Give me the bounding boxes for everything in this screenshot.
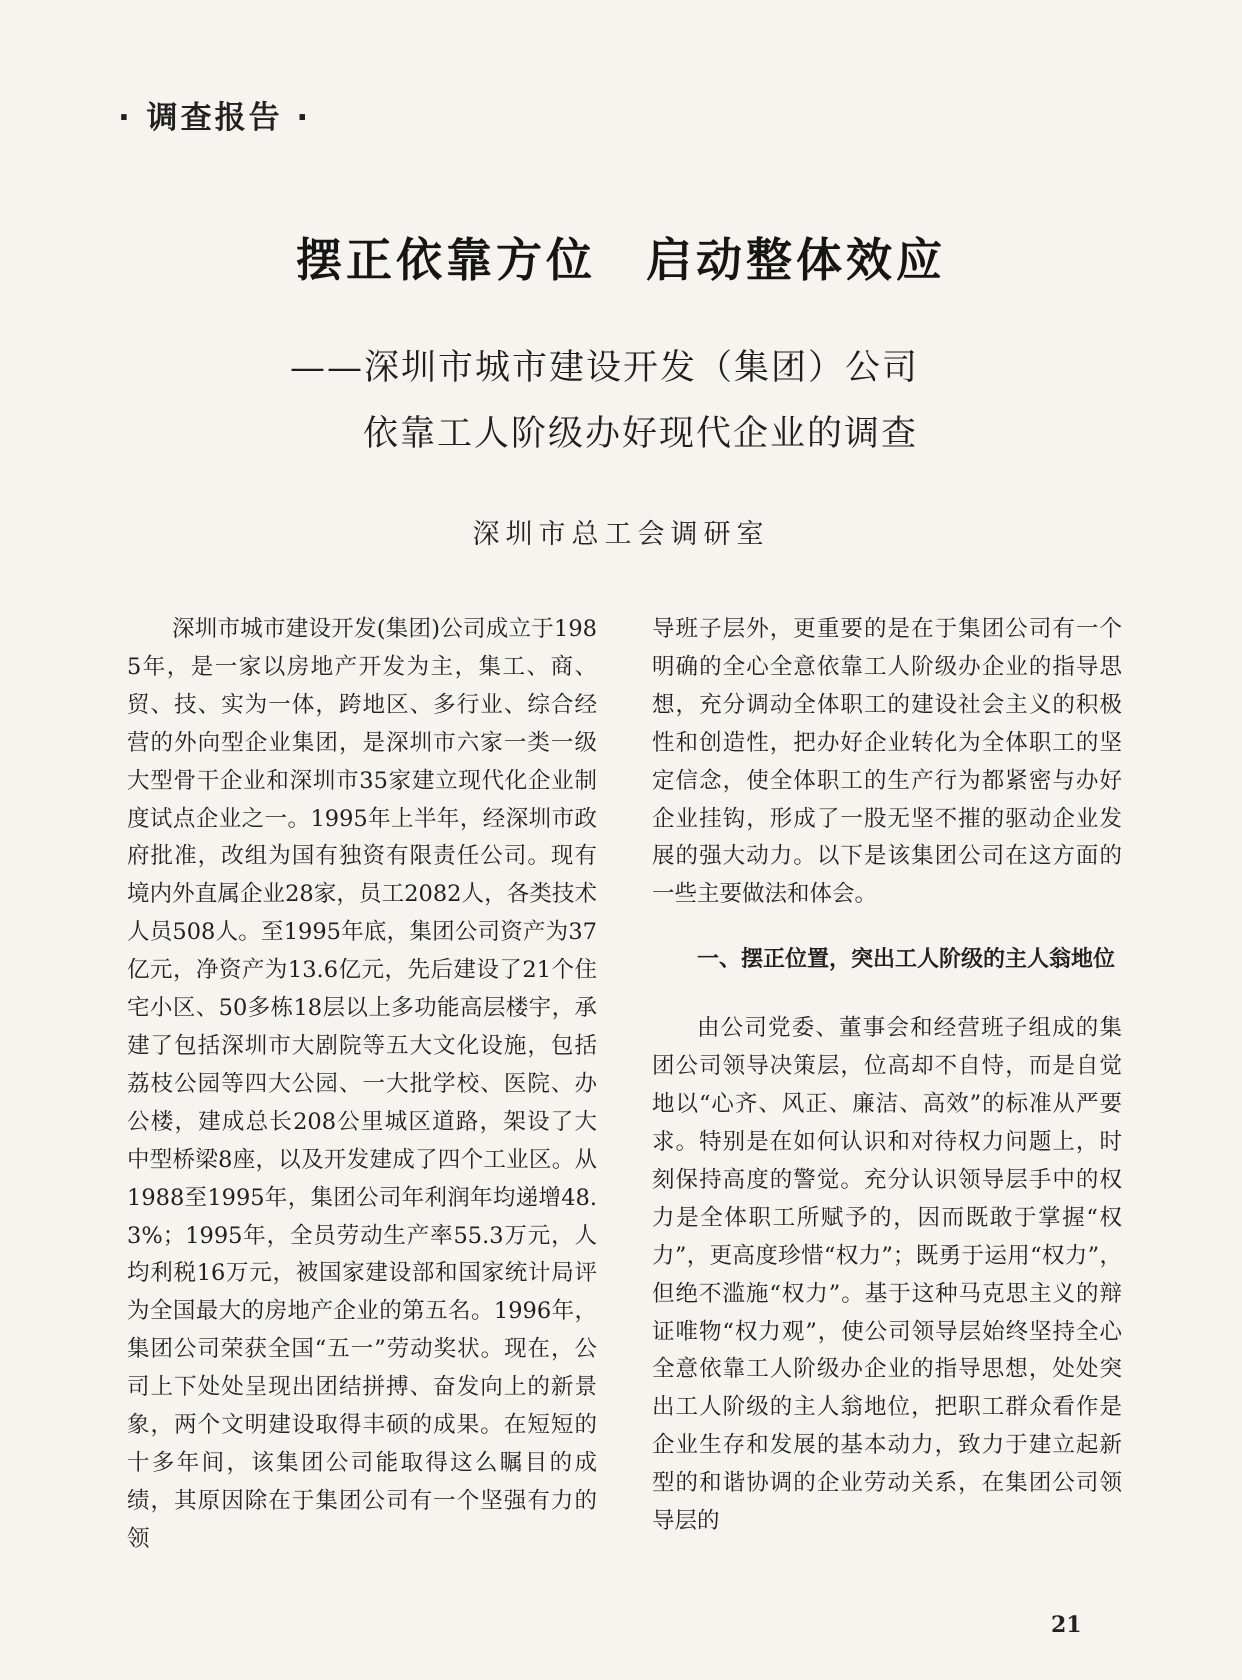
article-author: 深圳市总工会调研室 <box>472 519 770 550</box>
body-paragraph-continued: 导班子层外，更重要的是在于集团公司有一个明确的全心全意依靠工人阶级办企业的指导思想，充分调动全体职工的建设社会主义的积极性和创造性，把办好企业转化为全体职工的坚定信念，使全体职工的生产行为都紧密与办好企业挂钩，形成了一股无坚不摧的驱动企业发展的强大动力。以下是该集团公司在这方面的一些主要做法和体会。 <box>652 616 1122 908</box>
article-subtitle-line-2: 依靠工人阶级办好现代企业的调查 <box>363 414 919 454</box>
body-paragraph: 由公司党委、董事会和经营班子组成的集团公司领导决策层，位高却不自恃，而是自觉地以“心齐、风正、廉洁、高效”的标准从严要求。特别是在如何认识和对待权力问题上，时刻保持高度的警觉。充分认识领导层手中的权力是全体职工所赋予的，因而既敢于掌握“权力”，更高度珍惜“权力”；既勇于运用“权力”，但绝不滥施“权力”。基于这种马克思主义的辩证唯物“权力观”，使公司领导层始终坚持全心全意依靠工人阶级办企业的指导思想，处处突出工人阶级的主人翁地位，把职工群众看作是企业生存和发展的基本动力，致力于建立起新型的和谐协调的企业劳动关系，在集团公司领导层的 <box>652 1015 1122 1535</box>
article-subtitle-line-1: ——深圳市城市建设开发（集团）公司 <box>290 348 920 388</box>
page-number: 21 <box>1051 1612 1082 1638</box>
right-column <box>652 611 1122 1541</box>
article-title: 摆正依靠方位 启动整体效应 <box>296 233 946 287</box>
body-paragraph: 深圳市城市建设开发(集团)公司成立于1985年，是一家以房地产开发为主，集工、商、贸、技、实为一体，跨地区、多行业、综合经营的外向型企业集团，是深圳市六家一类一级大型骨干企业和深圳市35家建立现代化企业制度试点企业之一。1995年上半年，经深圳市政府批准，改组为国有独资有限责任公司。现有境内外直属企业28家，员工2082人，各类技术人员508人。至1995年底，集团公司资产为37亿元，净资产为13.6亿元，先后建设了21个住宅小区、50多栋18层以上多功能高层楼宇，承建了包括深圳市大剧院等五大文化设施，包括荔枝公园等四大公园、一大批学校、医院、办公楼，建成总长208公里城区道路，架设了大中型桥梁8座，以及开发建成了四个工业区。从1988至1995年，集团公司年利润年均递增48.3%；1995年，全员劳动生产率55.3万元，人均利税16万元，被国家建设部和国家统计局评为全国最大的房地产企业的第五名。1996年，集团公司荣获全国“五一”劳动奖状。现在，公司上下处处呈现出团结拼搏、奋发向上的新景象，两个文明建设取得丰硕的成果。在短短的十多年间，该集团公司能取得这么瞩目的成绩，其原因除在于集团公司有一个坚强有力的领 <box>127 616 597 1552</box>
column-label: · 调查报告 · <box>118 100 312 136</box>
left-column <box>127 611 597 1559</box>
section-heading: 一、摆正位置，突出工人阶级的主人翁地位 <box>697 947 1116 973</box>
